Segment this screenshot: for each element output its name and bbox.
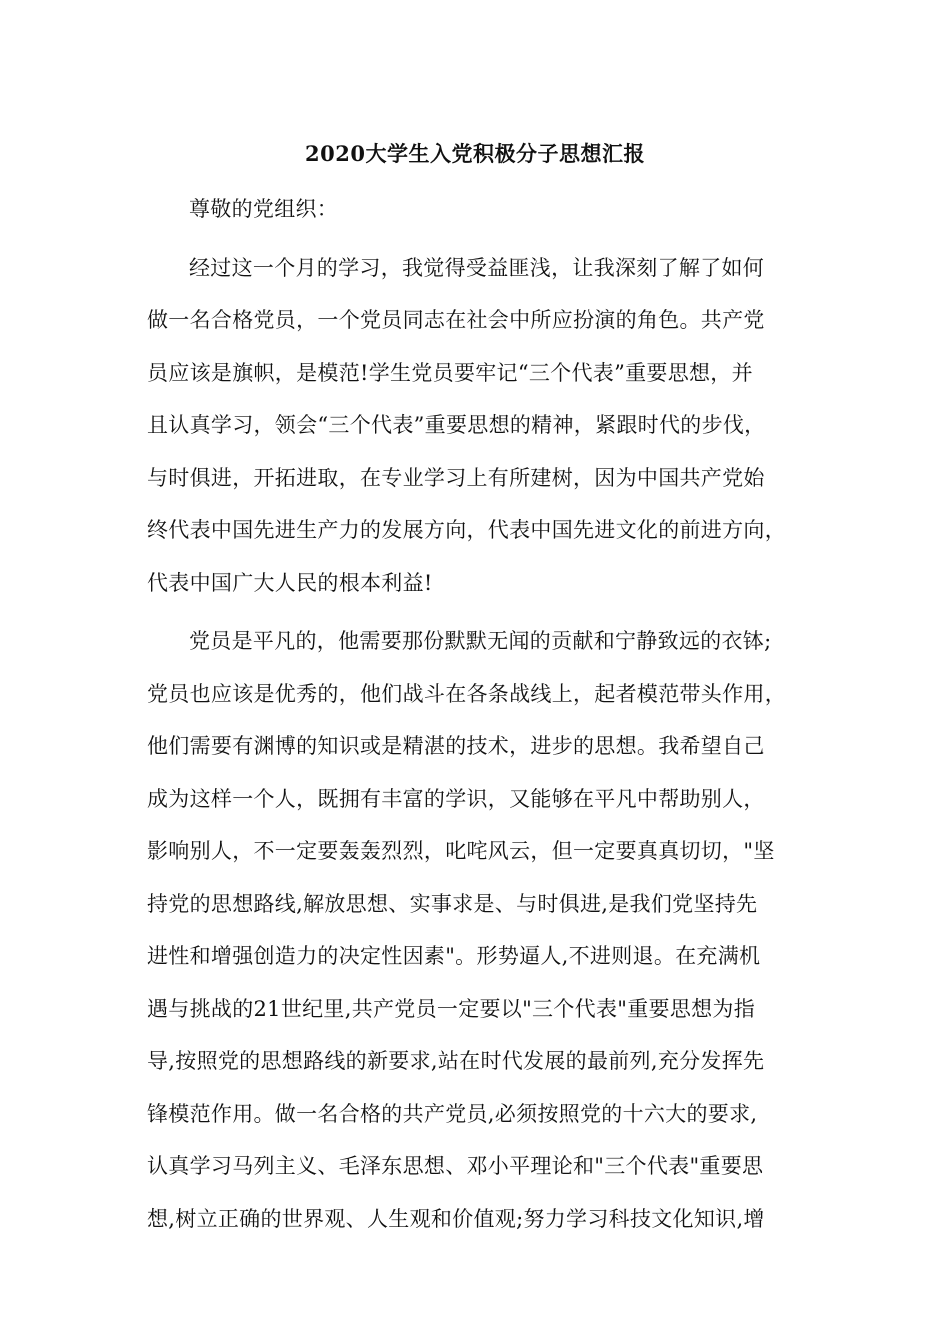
paragraph-line: 想,树立正确的世界观、人生观和价值观;努力学习科技文化知识,增 (147, 1206, 765, 1231)
paragraph-line: 遇与挑战的21世纪里,共产党员一定要以"三个代表"重要思想为指 (147, 996, 756, 1021)
paragraph-line: 终代表中国先进生产力的发展方向，代表中国先进文化的前进方向， (147, 518, 786, 542)
paragraph-line: 他们需要有渊博的知识或是精湛的技术，进步的思想。我希望自己 (147, 734, 765, 758)
paragraph-1 (147, 242, 807, 610)
document-title: 2020大学生入党积极分子思想汇报 (305, 141, 645, 166)
paragraph-line: 代表中国广大人民的根本利益! (147, 570, 433, 595)
paragraph-line: 党员是平凡的，他需要那份默默无闻的贡献和宁静致远的衣钵; (189, 629, 772, 653)
paragraph-line: 认真学习马列主义、毛泽东思想、邓小平理论和"三个代表"重要思 (147, 1154, 764, 1178)
paragraph-line: 与时俱进，开拓进取，在专业学习上有所建树，因为中国共产党始 (147, 465, 765, 490)
paragraph-2 (147, 615, 807, 1245)
paragraph-line: 进性和增强创造力的决定性因素"。形势逼人,不进则退。在充满机 (147, 944, 761, 968)
document-body (147, 183, 807, 1245)
paragraph-line: 影响别人，不一定要轰轰烈烈，叱咤风云，但一定要真真切切，"坚 (147, 839, 775, 863)
paragraph-line: 经过这一个月的学习，我觉得受益匪浅，让我深刻了解了如何 (189, 255, 765, 280)
paragraph-line: 且认真学习，领会“三个代表”重要思想的精神，紧跟时代的步伐， (147, 413, 766, 437)
paragraph-line: 锋模范作用。做一名合格的共产党员,必须按照党的十六大的要求, (147, 1101, 758, 1126)
salutation: 尊敬的党组织： (189, 197, 339, 221)
paragraph-line: 做一名合格党员，一个党员同志在社会中所应扮演的角色。共产党 (147, 308, 765, 332)
paragraph-line: 党员也应该是优秀的，他们战斗在各条战线上，起者模范带头作用， (147, 681, 786, 706)
paragraph-line: 导,按照党的思想路线的新要求,站在时代发展的最前列,充分发挥先 (147, 1049, 765, 1073)
paragraph-line: 成为这样一个人，既拥有丰富的学识，又能够在平凡中帮助别人， (147, 786, 765, 811)
paragraph-line: 员应该是旗帜，是模范!学生党员要牢记“三个代表”重要思想，并 (147, 360, 753, 385)
paragraph-line: 持党的思想路线,解放思想、实事求是、与时俱进,是我们党坚持先 (147, 891, 758, 916)
